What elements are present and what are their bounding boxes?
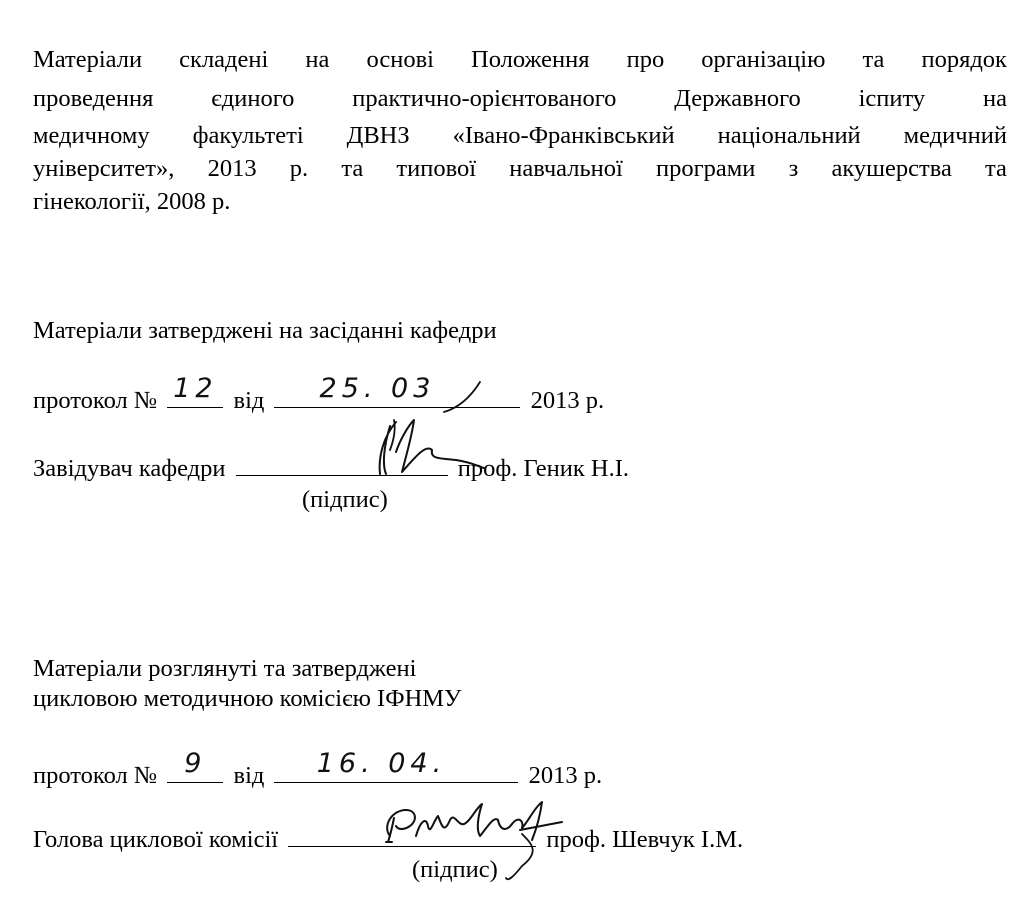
word: практично-орієнтованого — [352, 85, 617, 112]
word: іспиту — [858, 85, 926, 112]
word: з — [788, 155, 799, 182]
commission-head-label: Голова циклової комісії — [33, 826, 279, 853]
commission-protocol-number: 9 — [184, 748, 207, 779]
intro-line-4 — [33, 153, 1007, 185]
dept-heading: Матеріали затверджені на засіданні кафедри — [33, 317, 497, 344]
word: на — [982, 85, 1007, 112]
word: програми — [656, 155, 756, 182]
commission-protocol-number-field — [167, 748, 223, 783]
dept-protocol-number: 12 — [173, 373, 218, 404]
word: складені — [179, 46, 269, 73]
commission-protocol-line — [33, 748, 603, 792]
word: ДВНЗ — [346, 122, 410, 149]
commission-year: 2013 р. — [528, 762, 603, 789]
intro-line-2 — [33, 83, 1007, 115]
commission-date: 16. 04. — [316, 748, 447, 779]
word: порядок — [921, 46, 1007, 73]
word: основі — [366, 46, 434, 73]
dept-date: 25. 03 — [319, 373, 436, 404]
dept-protocol-label: протокол № — [33, 387, 158, 414]
word: «Івано-Франківський — [452, 122, 675, 149]
dept-head-line — [33, 451, 629, 485]
dept-from-label: від — [233, 387, 265, 414]
commission-head-name: проф. Шевчук І.М. — [546, 826, 744, 853]
commission-heading-line-2: цикловою методичною комісією ІФНМУ — [33, 685, 462, 712]
commission-signature-caption: (підпис) — [412, 856, 498, 883]
dept-head-label: Завідувач кафедри — [33, 455, 226, 482]
word: та — [862, 46, 885, 73]
commission-signature — [372, 796, 602, 886]
intro-line-5: гінекології, 2008 р. — [33, 188, 231, 215]
word: та — [341, 155, 364, 182]
word: університет», — [33, 155, 175, 182]
intro-line-3 — [33, 120, 1007, 152]
word: єдиного — [211, 85, 295, 112]
dept-signature-caption: (підпис) — [302, 486, 388, 513]
word: Матеріали — [33, 46, 143, 73]
commission-protocol-label: протокол № — [33, 762, 158, 789]
word: Державного — [674, 85, 801, 112]
dept-protocol-line — [33, 373, 605, 417]
word: факультеті — [192, 122, 304, 149]
word: акушерства — [831, 155, 952, 182]
word: на — [305, 46, 330, 73]
word: та — [985, 155, 1007, 182]
word: Положення — [471, 46, 590, 73]
word: організацію — [701, 46, 826, 73]
word: медичному — [33, 122, 150, 149]
dept-year: 2013 р. — [530, 387, 605, 414]
word: проведення — [33, 85, 154, 112]
word: навчальної — [509, 155, 623, 182]
dept-head-name: проф. Геник Н.І. — [457, 455, 629, 482]
word: про — [626, 46, 665, 73]
dept-protocol-number-field — [167, 373, 223, 408]
commission-from-label: від — [233, 762, 265, 789]
word: національний — [717, 122, 861, 149]
word: р. — [289, 155, 309, 182]
dept-date-flourish — [440, 378, 490, 418]
intro-line-1 — [33, 44, 1007, 76]
word: медичний — [903, 122, 1007, 149]
word: 2013 — [207, 155, 257, 182]
dept-signature — [360, 416, 490, 478]
word: типової — [396, 155, 477, 182]
commission-heading-line-1: Матеріали розглянуті та затверджені — [33, 655, 417, 682]
commission-date-field — [274, 748, 518, 783]
